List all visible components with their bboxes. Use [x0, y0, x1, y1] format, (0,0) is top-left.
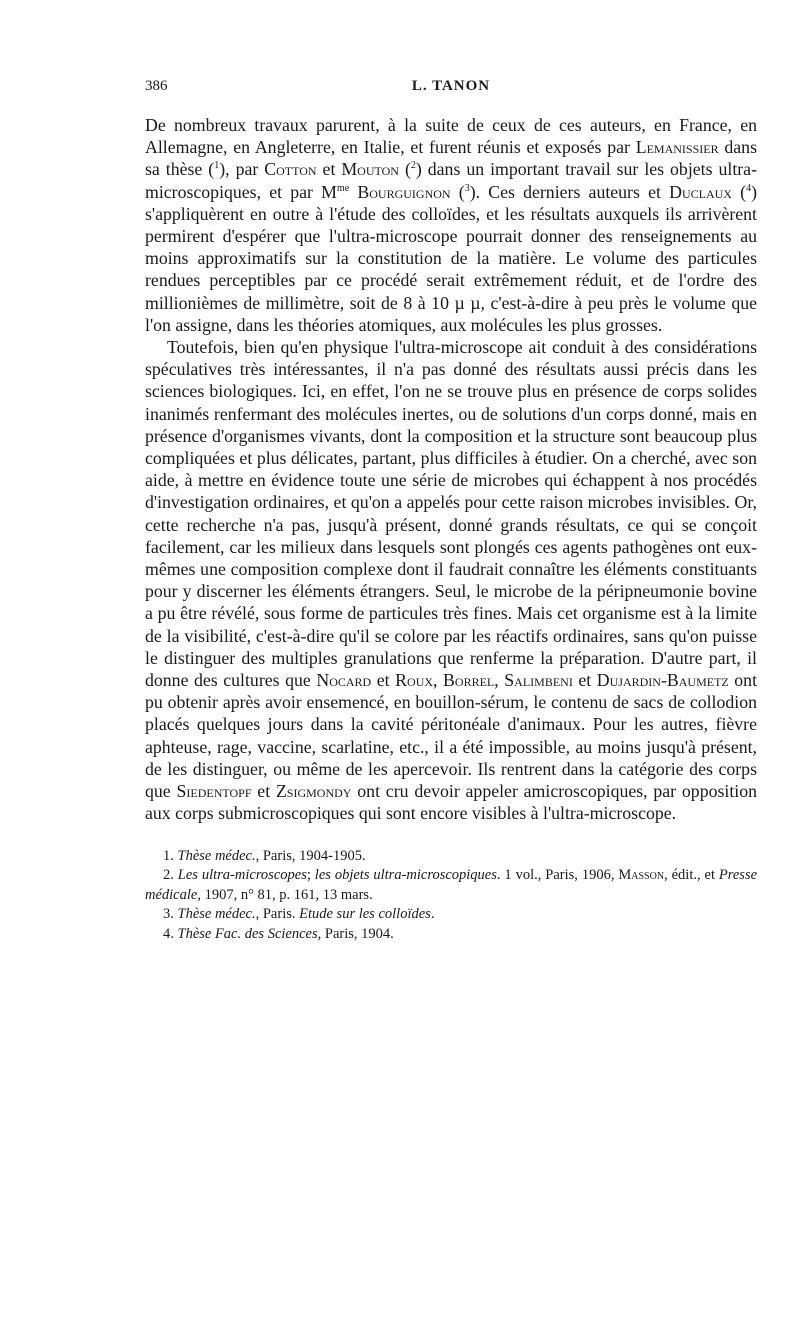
footnote-4 [145, 925, 757, 945]
footnote-3 [145, 905, 757, 925]
footnote-title: Thèse médec. [177, 847, 256, 864]
footnote-title: les objets ultra-microscopiques [314, 867, 497, 883]
running-head: L. TANON [411, 78, 491, 94]
text-run: ( [450, 181, 465, 202]
page-number: 386 [145, 78, 168, 94]
footnote-title: Presse médicale [145, 867, 758, 903]
paragraph-1 [145, 114, 757, 336]
author-name: Cotton [264, 159, 317, 180]
text-run: Toutefois, bien qu'en physique l'ultra-microscope ait conduit à des considérations spéculatives très intéressantes, il n'a pas donné des résultats aussi précis dans les sciences biologiques. Ici, en effet, l'on ne se trouve plus en présence de corps solides inanimés renfermant des molécules inertes, ou de solutions d'un corps donné, mais en présence d'organismes vivants, dont la composition et la structure sont beaucoup plus compliquées et plus délicates, partant, plus difficiles à étudier. On a cherché, avec son aide, à mettre en évidence toute une série de microbes qui échappent à nos procédés d'investigation ordinaires, et qu'on a appelés pour cette raison microbes invisibles. Or, cette recherche n'a pas, jusqu'à présent, donné grands résultats, ce qui se conçoit facilement, car les milieux dans lesquels sont plongés ces agents pathogènes ont eux-mêmes une composition complexe dont il faudrait connaître les éléments constituants pour y discerner les éléments étrangers. Seul, le microbe de la péripneumonie bovine a pu être révélé, sous forme de particules très fines. Mais cet organisme est à la limite de la visibilité, c'est-à-dire qu'il se colore par les réactifs ordinaires, sans qu'on puisse le distinguer des multiples granulations que renferme la préparation. D'autre part, il donne des cultures que [145, 337, 757, 691]
footnote-text: . [430, 906, 435, 922]
text-run: , [433, 670, 444, 691]
text-run: ( [398, 159, 411, 180]
text-run: ( [731, 181, 747, 202]
author-name: Zsigmondy [275, 781, 352, 802]
text-run: , [494, 670, 505, 691]
footnote-text: , Paris, 1904-1905. [255, 847, 366, 864]
text-run: et [251, 781, 276, 802]
footnote-ref: 3 [464, 182, 470, 194]
footnote-text: , Paris, 1904. [317, 925, 394, 942]
footnote-number: 2. [163, 867, 178, 883]
footnote-title: Etude sur les colloïdes [299, 906, 431, 922]
footnote-title: Thèse médec. [177, 906, 256, 922]
author-name: Siedentopf [176, 781, 252, 802]
body-text [145, 114, 757, 825]
author-name: Duclaux [669, 181, 732, 202]
text-run: ). Ces derniers auteurs et [469, 181, 670, 202]
footnote-text: ; [306, 867, 315, 883]
footnote-title: Les ultra-microscopes [177, 867, 307, 883]
text-run: dans sa thèse ( [145, 137, 757, 180]
author-name: Borrel [443, 670, 495, 691]
author-name: Bourguignon [357, 181, 451, 202]
footnote-number: 4. [163, 925, 178, 942]
author-name: Lemanissier [635, 137, 719, 158]
author-name: Dujardin-Baumetz [596, 670, 729, 691]
author-name: Mouton [341, 159, 399, 180]
footnote-ref: 4 [746, 182, 752, 194]
text-run: ), par [219, 159, 265, 180]
footnote-ref: 1 [214, 160, 220, 172]
footnote-2 [145, 866, 757, 905]
page-header [145, 78, 757, 100]
author-name: Salimbeni [504, 670, 573, 691]
author-name: Nocard [316, 670, 372, 691]
footnote-number: 3. [163, 906, 178, 922]
footnote-1 [145, 847, 757, 867]
paragraph-2 [145, 336, 757, 824]
footnote-ref: 2 [410, 160, 416, 172]
footnote-number: 1. [163, 847, 178, 864]
text-run: et [316, 159, 342, 180]
superscript: me [336, 182, 350, 194]
footnotes [145, 847, 757, 945]
footnote-text: , Paris. [255, 906, 300, 922]
text-run: et [371, 670, 396, 691]
page [145, 78, 757, 944]
text-run: ) s'appliquèrent en outre à l'étude des colloïdes, et les résultats auxquels ils arrivèrent permirent d'espérer que l'ultra-microscope pourrait donner des renseignements au moins approximatifs sur la constitution de la matière. Le volume des particules rendues perceptibles par ce procédé serait extrêmement réduit, et de l'ordre des millionièmes de millimètre, soit de 8 à 10 µ µ, c'est-à-dire à peu près le volume que l'on assigne, dans les théories atomiques, aux molécules les plus grosses. [145, 181, 757, 335]
text-run: ont cru devoir appeler amicroscopiques, par opposition aux corps submicroscopiques qui sont encore visibles à l'ultra-microscope. [145, 781, 757, 824]
footnote-text: , 1907, n° 81, p. 161, 13 mars. [197, 886, 373, 903]
footnote-title: Thèse Fac. des Sciences [177, 925, 318, 942]
text-run: De nombreux travaux parurent, à la suite de ceux de ces auteurs, en France, en Allemagne, en Angleterre, en Italie, et furent réunis et exposés par [145, 115, 757, 158]
footnote-text: . 1 vol., Paris, 1906, [496, 867, 619, 883]
text-run: ) dans un important travail sur les objets ultra-microscopiques, et par M [145, 159, 757, 202]
author-name: Roux [395, 670, 434, 691]
text-run: et [572, 670, 597, 691]
text-run: ont pu obtenir après avoir ensemencé, en bouillon-sérum, le contenu de sacs de collodion placés quelques jours dans la cavité péritonéale d'animaux. Pour les autres, fièvre aphteuse, rage, vaccine, scarlatine, etc., il a été impossible, au moins jusqu'à présent, de les distinguer, ou même de les apercevoir. Ils rentrent dans la catégorie des corps que [145, 670, 758, 802]
publisher-name: Masson [618, 867, 665, 883]
footnote-text: , édit., et [664, 867, 719, 883]
